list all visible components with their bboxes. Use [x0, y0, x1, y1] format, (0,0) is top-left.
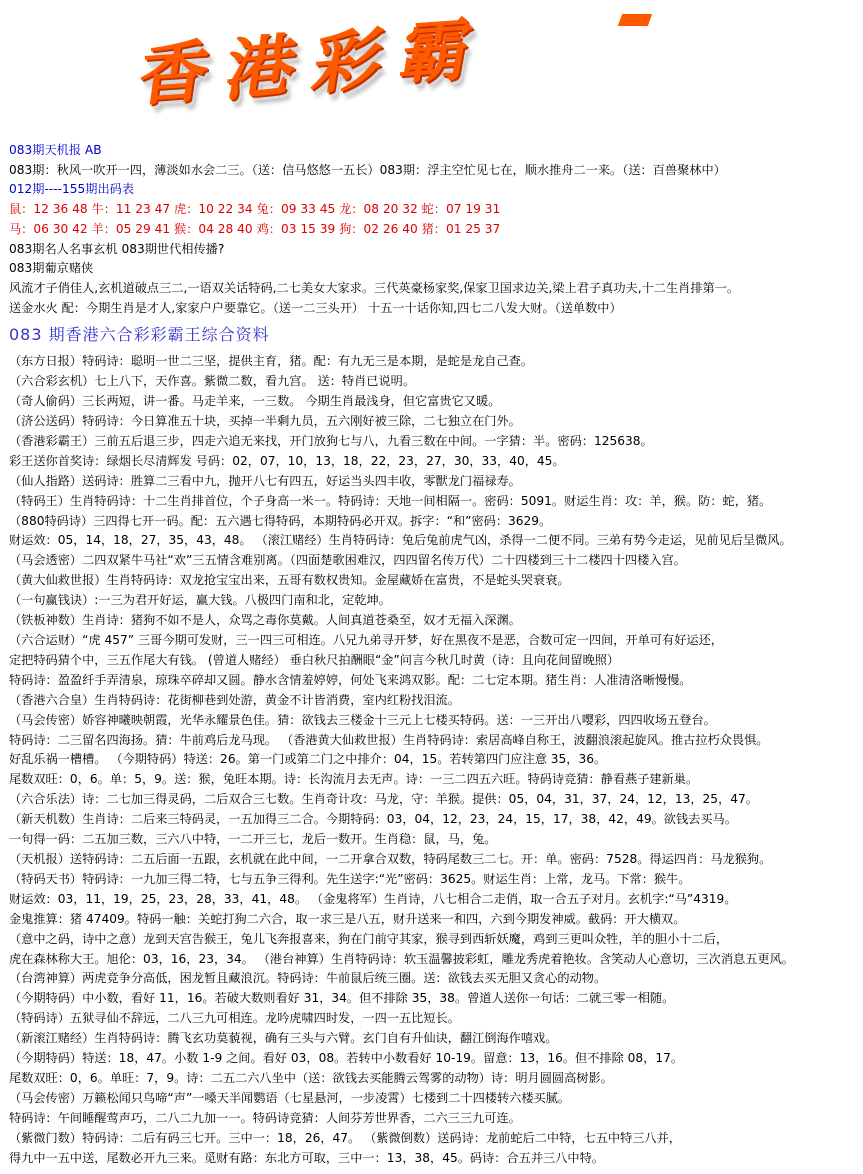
body-line: （黄大仙救世报）生肖特码诗：双龙抢宝宝出来，五哥有数权贵知。金屋藏娇在富贵，不是蛇头哭衰衰。	[9, 573, 570, 588]
body-line: （香港六合皇）生肖特码诗：花街柳巷到处游，黄金不计皆消费，室内红粉找泪流。	[9, 692, 460, 707]
body-line: （特码天书）特码诗：一九加三得二特，七与五争三得利。先生送字:“光”密码：3625。财运生肖：上常，龙马。下常：猴牛。	[9, 871, 691, 886]
body-line: 尾数双旺：0，6。单：5，9。送：猴，兔旺本期。诗：长沟流月去无声。诗：一三二四五六旺。特码诗竞猜：静看燕子建新巢。	[9, 772, 699, 787]
header-lines	[9, 141, 859, 318]
body-line: 一句得一码：二五加三数，三六八中特，一二开三七，龙后一数开。生肖稳：鼠，马，兔。	[9, 832, 497, 847]
body-line: 特码诗：午间睡醒莺声巧，二八二九加一一。特码诗竞猜：人间芬芳世界香，二六三三九可连。	[9, 1110, 521, 1125]
header-line: 马：06 30 42 羊：05 29 41 猴：04 28 40 鸡：03 15 39 狗：02 26 40 猪：01 25 37	[9, 221, 501, 236]
header-line: 083期天机报 AB	[9, 143, 102, 157]
body-line: 金鬼推算：猪 47409。特码一触：关蛇打狗二六合，取一求三是八五，财升送来一和四，六到今期发神威。截码：开大横双。	[9, 911, 686, 926]
body-line: （新天机数）生肖诗：二后来三特码灵，一五加得三二合。今期特码：03，04，12，23，24，15，17，38，42，49。欲钱去买马。	[9, 812, 737, 827]
header-line: 送金水火 配：今期生肖是才人,家家户户要靠它。（送一二三头开） 十五一十话你知,四七二八发大财。（送单数中）	[9, 300, 622, 315]
banner-char: 香	[133, 31, 215, 117]
body-line: （880特码诗）三四得七开一码。配：五六遇七得特码，本期特码必开双。拆字：“和”密码：3629。	[9, 513, 552, 528]
body-line: （铁板神数）生肖诗：猪狗不如不是人，众骂之毒你莫戴。人间真道苍桑至，奴才无福入深渊。	[9, 613, 521, 628]
body-line: （今期特码）特送：18，47。小数 1-9 之间。看好 03，08。若转中小数看好 10-19。留意：13，16。但不排除 08，17。	[9, 1051, 684, 1066]
body-line: （意中之码，诗中之意）龙到天宫告猴王，兔儿飞奔报喜来，狗在门前守其家，猴寻到西斩妖魔，鸡到三更叫众牲，羊的胆小十二后，	[9, 931, 729, 946]
banner	[0, 0, 863, 140]
banner-char: 霸	[394, 9, 478, 95]
header-line: 风流才子俏佳人,玄机道破点三二,一语双关话特码,二七美女大家求。三代英豪杨家奖,保家卫国求边关,梁上君子真功夫,十二生肖排第一。	[9, 280, 740, 295]
document-content	[9, 141, 859, 1168]
body-line: （今期特码）中小数，看好 11，16。若破大数则看好 31，34。但不排除 35，38。曾道人送你一句话：二就三零一相随。	[9, 991, 675, 1006]
body-line: 好乱乐祸一槽槽。 （今期特码）特送：26。第一门或第二门之中排介：04，15。若转第四门应注意 35，36。	[9, 752, 607, 767]
body-line: （一句赢钱诀）:一三为君开好运，赢大钱。八极四门南和北，定乾坤。	[9, 593, 391, 608]
body-line: （天机报）送特码诗：二五后面一五跟，玄机就在此中间，一二开拿合双数，特码尾数三二七。开：单。密码：7528。得运四肖：马龙猴狗。	[9, 851, 772, 866]
body-line: （马会传密）万籁松闻只鸟啼“声”一嗓天半闻鹦语（七星悬河，一步凌霄）七楼到二十四楼转六楼买腻。	[9, 1090, 571, 1105]
body-line: 彩王送你首奖诗：绿烟长尽清辉发 号码：02，07，10，13，18，22，23，27，30，33，40，45。	[9, 453, 565, 468]
body-line: （济公送码）特码诗：今日算准五十块，买掉一半剩九员，五六刚好被三除，二七独立在门外。	[9, 414, 521, 429]
banner-flag-decoration	[618, 14, 652, 26]
body-lines	[9, 352, 859, 1168]
header-line: 083期：秋风一吹开一四，薄淡如水会二三。（送：信马悠悠一五长）083期：浮主空忙见七在，顺水推舟二一来。（送：百兽聚林中）	[9, 162, 726, 177]
body-line: （香港彩霸王）三前五后退三步，四走六追无来找，开门放狗七与八，九看三数在中间。一字猜：半。密码：125638。	[9, 433, 653, 448]
banner-char: 港	[220, 24, 302, 112]
body-line: （台湾神算）两虎竞争分高低，困龙暂且藏浪沉。特码诗：牛前鼠后统三圈。送：欲钱去买无胆又贪心的动物。	[9, 971, 607, 986]
body-line: 尾数双旺：0，6。单旺：7，9。诗：二五二六八坐中（送：欲钱去买能腾云驾雾的动物）诗：明月圆圆高树影。	[9, 1070, 613, 1085]
body-line: （紫微门数）特码诗：二后有码三七开。三中一：18，26，47。 （紫微倒数）送码诗：龙前蛇后二中特，七五中特三八并，	[9, 1130, 681, 1145]
header-line: 鼠：12 36 48 牛：11 23 47 虎：10 22 34 兔：09 33 45 龙：08 20 32 蛇：07 19 31	[9, 202, 501, 217]
body-line: （马会透密）二四双紧牛马社“欢”三五情含难别离。（四面楚歌困难汉，四四留名传万代）二十四楼到三十二楼四十四楼入宫。	[9, 553, 686, 568]
body-line: （马会传密）娇容神曦映朝霞，光华永耀景色佳。猜：欲钱去三楼金十三元上七楼买特码。送：一三开出八嘤彩，四四收场五登台。	[9, 712, 716, 727]
body-line: （新滚江赌经）生肖特码诗：腾飞玄功莫藐视，确有三头与六臂。玄门自有升仙诀，翻江倒海作嘻戏。	[9, 1031, 558, 1046]
body-line: （六合彩玄机）七上八下，天作喜。紫微二数，看九宫。 送：特肖已说明。	[9, 374, 416, 389]
section-title: 083 期香港六合彩彩霸王综合资料	[9, 325, 270, 345]
body-line: （特码王）生肖特码诗：十二生肖排首位，个子身高一米一。特码诗：天地一间相隔一。密码：5091。财运生肖：攻：羊，猴。防：蛇，猪。	[9, 493, 772, 508]
banner-char: 彩	[306, 19, 390, 105]
header-line: 083期名人名事玄机 083期世代相传播?	[9, 241, 225, 256]
body-line: （仙人指路）送码诗：胜算二三看中九，抛开八七有四五，好运当头四丰收，零獸龙门福禄寿。	[9, 473, 521, 488]
body-line: （六合乐法）诗：二七加三得灵码，二后双合三七数。生肖奇计攻：马龙，守：羊猴。提供：05，04，31，37，24，12，13，25，47。	[9, 792, 758, 807]
body-line: 财运效：03，11，19，25，23，28，33，41，48。 （金鬼将军）生肖诗，八七相合二走俏，取一合五子对月。玄机字:“马”4319。	[9, 891, 737, 906]
body-line: （奇人偷码）三长两短，讲一番。马走羊来，一三数。 今期生肖最浅身，但它富贵它又暖。	[9, 394, 501, 409]
body-line: 特码诗：二三留名四海扬。猜：牛前鸡后龙马现。 （香港黄大仙救世报）生肖特码诗：索居高峰自称王，波翻浪滚起旋风。推古拉朽众畏惧。	[9, 732, 769, 747]
header-line: 012期----155期出码表	[9, 182, 135, 197]
body-line: 特码诗：盈盈纤手弄清泉，琼珠卒碎却又圆。静水含情羞婷婷，何处飞来鸿双影。配：二七定本期。猪生肖：人准清洛晰慢慢。	[9, 672, 692, 687]
body-line: （特码诗）五狱寻仙不辞远，二八三九可相连。龙吟虎啸四时发，一四一五比短长。	[9, 1011, 460, 1026]
body-line: （六合运财）“虎 457” 三哥今期可发财，三一四三可相连。八兄九弟寻开梦，好在黑夜不是恶，合数可定一四间，开单可有好运还，	[9, 633, 723, 648]
header-line: 083期葡京赌侠	[9, 261, 94, 276]
banner-title	[133, 9, 478, 117]
body-line: 得九中一五中送，尾数必开九三来。觅财有路：东北方可取，三中一：13，38，45。码诗：合五并三八中特。	[9, 1150, 604, 1165]
body-line: （东方日报）特码诗：聪明一世二三坚，提供主育，猪。配：有九无三是本期，是蛇是龙自己查。	[9, 354, 534, 369]
body-line: 定把特码猜个中，三五作尾大有钱。 (曾道人赌经） 垂白秋尺拍酬眼“金”问言今秋几时黄（诗：且向花间留晚照）	[9, 652, 620, 667]
body-line: 虎在森林称大王。旭伦：03，16，23，34。 （港台神算）生肖特码诗：软玉温馨披彩虹，雕龙秀虎着艳妆。含笑动人心意切，三次消息五更风。	[9, 951, 794, 966]
body-line: 财运效：05，14，18，27，35，43，48。 （滚江赌经）生肖特码诗：兔后兔前虎气凶，杀得一二便不同。三弟有势今走运，见前见后呈微风。	[9, 533, 792, 548]
